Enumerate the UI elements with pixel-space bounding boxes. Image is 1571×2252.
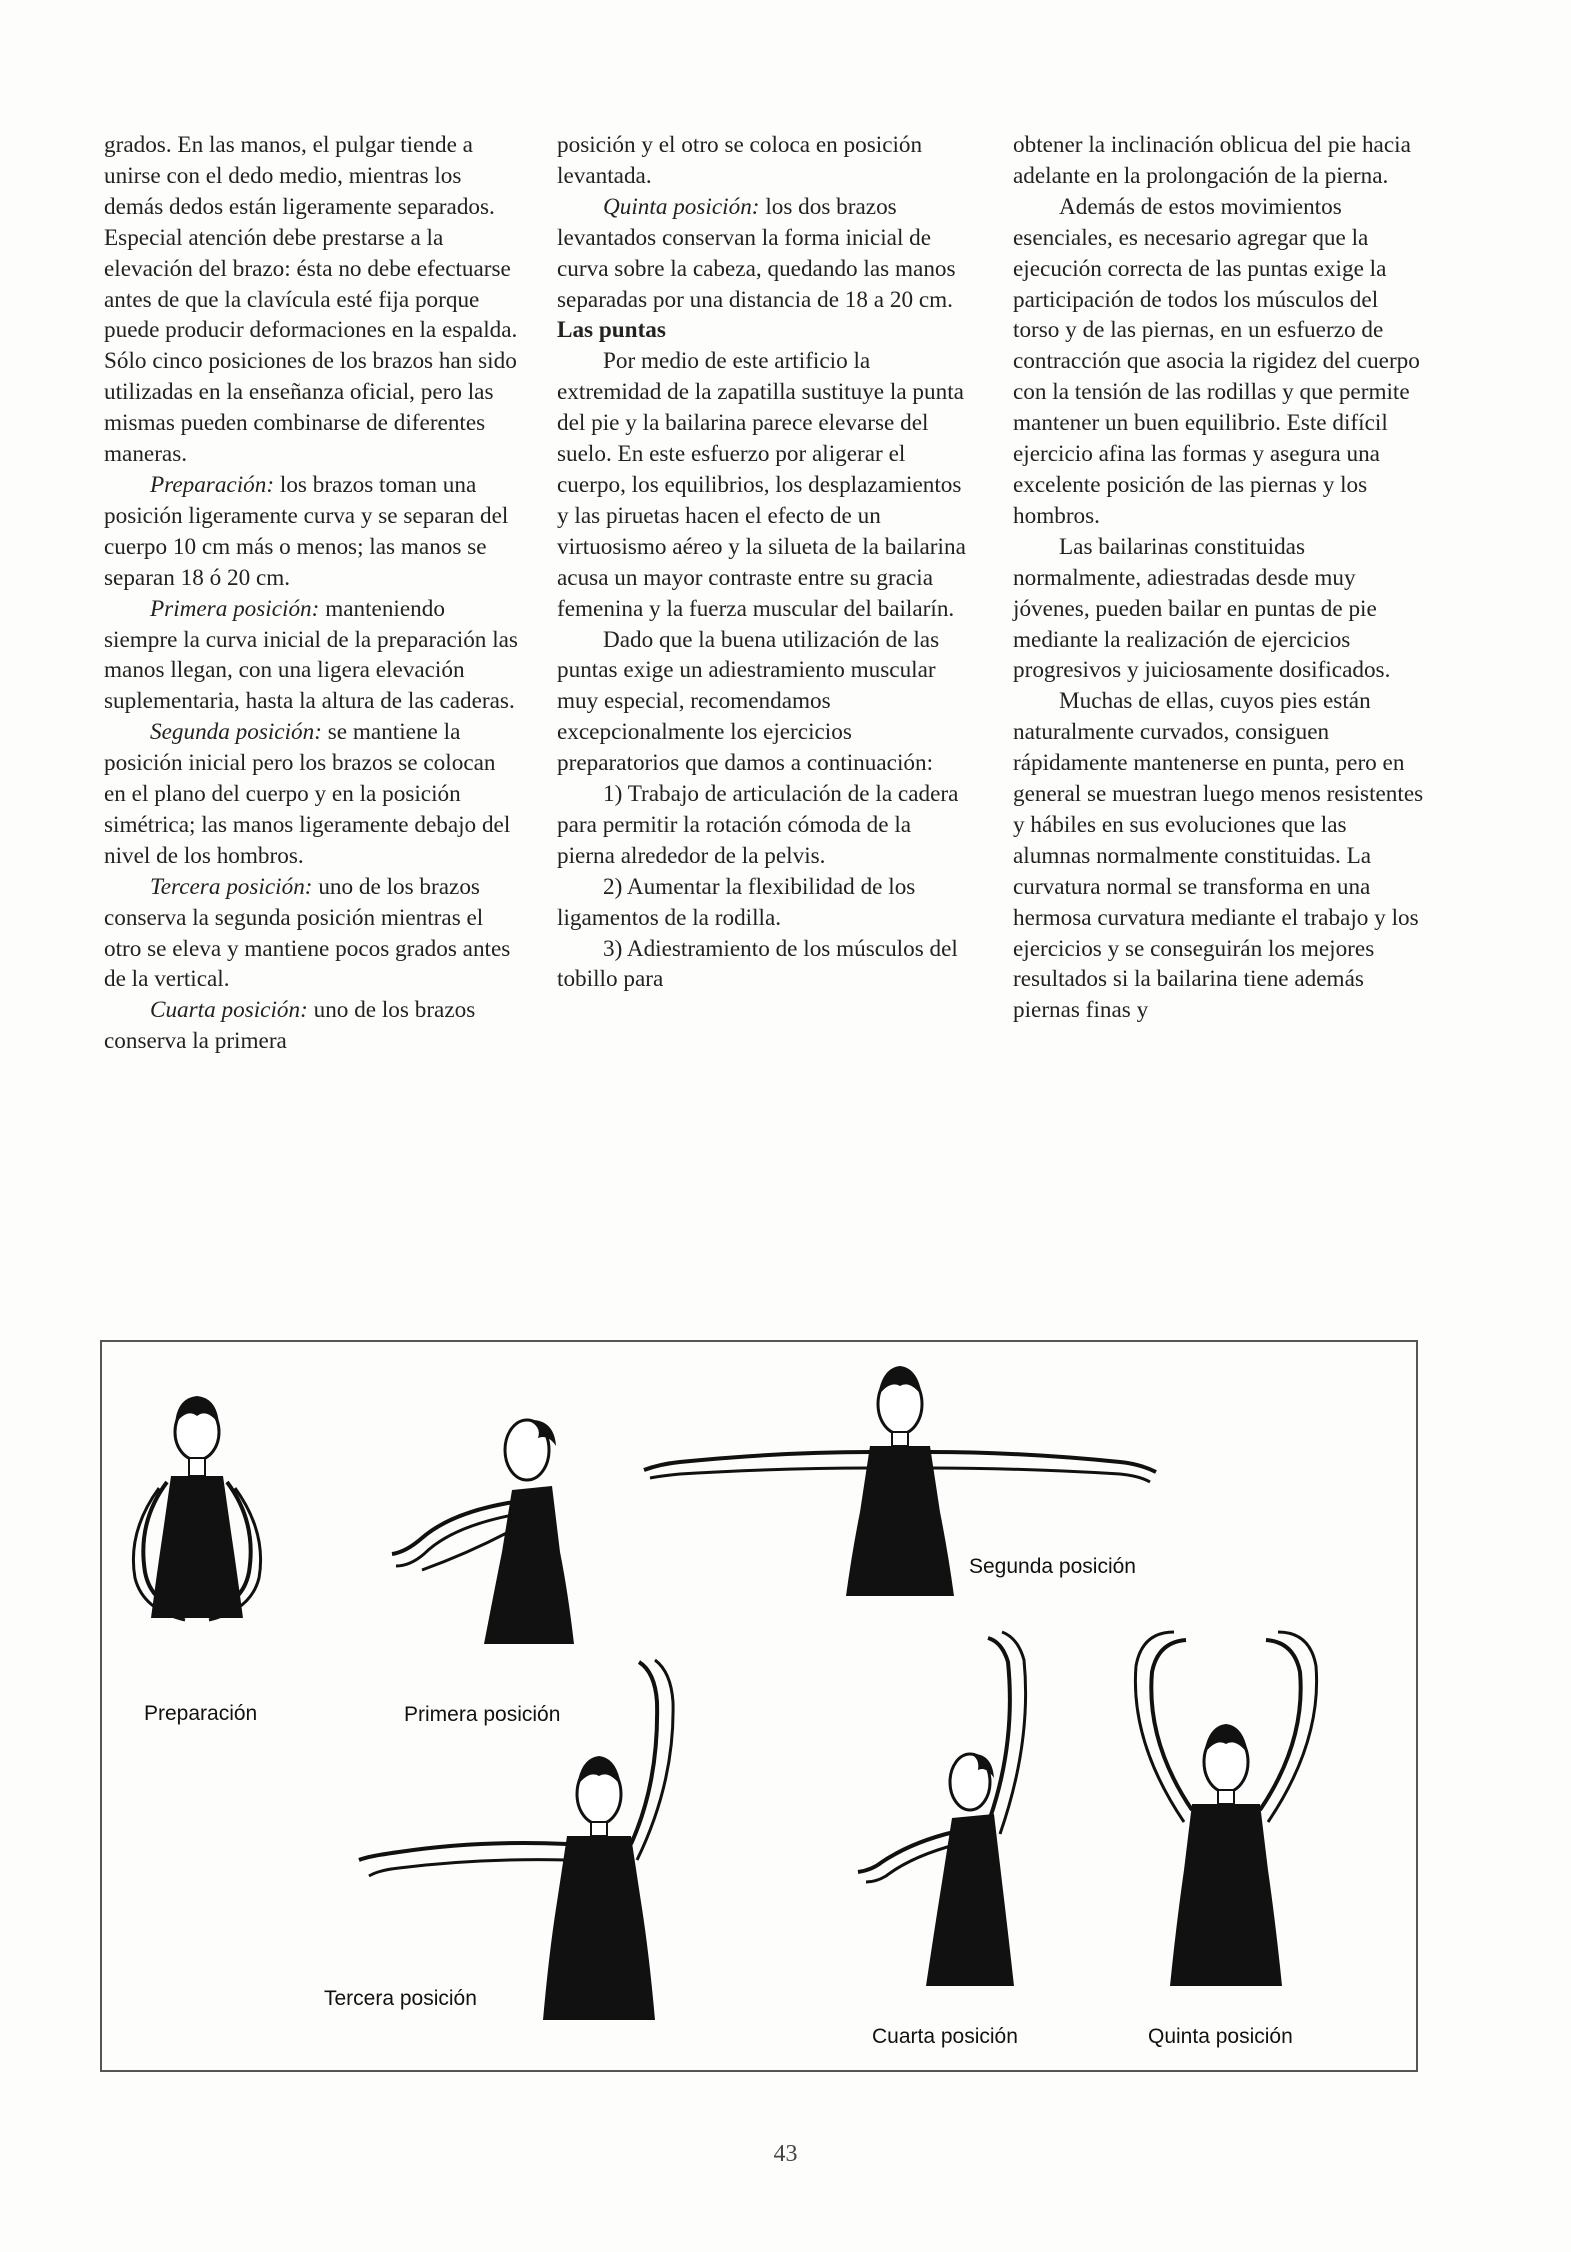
page-number: 43 xyxy=(773,2141,798,2167)
paragraph-preparacion xyxy=(104,470,519,594)
paragraph: grados. En las manos, el pulgar tiende a unirse con el dedo medio, mientras los demás dedos están ligeramente separados. Especial atención debe prestarse a la elevación del brazo: ésta no debe efectuarse antes de que la clavícula esté fija porque puede producir deformaciones en la espalda. Sólo cinco posiciones de los brazos han sido utilizadas en la enseñanza oficial, pero las mismas pueden combinarse de diferentes maneras. xyxy=(104,132,518,468)
term-label: Preparación: xyxy=(150,471,275,498)
dancer-cuarta xyxy=(858,1632,1026,1986)
list-item: 3) Adiestramiento de los músculos del tobillo para xyxy=(557,935,958,993)
caption-tercera: Tercera posición xyxy=(324,1987,477,2010)
term-label: Primera posición: xyxy=(150,595,320,622)
paragraph-text: se mantiene la posición inicial pero los brazos se colocan en el plano del cuerpo y en la posición simétrica; las manos ligeramente debajo del nivel de los hombros. xyxy=(104,719,511,869)
paragraph: Dado que la buena utilización de las puntas exige un adiestramiento muscular muy especial, recomendamos excepcionalmente los ejercicios preparatorios que damos a continuación: xyxy=(557,626,940,777)
caption-quinta: Quinta posición xyxy=(1148,2025,1293,2048)
paragraph: obtener la inclinación oblicua del pie hacia adelante en la prolongación de la pierna. xyxy=(1013,132,1411,189)
paragraph: Muchas de ellas, cuyos pies están naturalmente curvados, consiguen rápidamente mantenerse en punta, pero en general se muestran luego menos resistentes y hábiles en sus evoluciones que las alumnas normalmente constituidas. La curvatura normal se transforma en una hermosa curvatura mediante el trabajo y los ejercicios y se conseguirán los mejores resultados si la bailarina tiene además piernas finas y xyxy=(1013,688,1424,1024)
caption-segunda: Segunda posición xyxy=(969,1555,1136,1578)
term-label: Quinta posición: xyxy=(603,193,760,220)
caption-primera: Primera posición xyxy=(404,1703,561,1726)
text-column-2 xyxy=(557,130,972,995)
paragraph: Además de estos movimientos esenciales, es necesario agregar que la ejecución correcta de las puntas exige la participación de todos los músculos del torso y de las piernas, en un esfuerzo de contracción que asocia la rigidez del cuerpo con la tensión de las rodillas y que permite mantener un buen equilibrio. Este difícil ejercicio afina las formas y asegura una excelente posición de las piernas y los hombros. xyxy=(1013,193,1420,529)
paragraph: Las bailarinas constituidas normalmente, adiestradas desde muy jóvenes, pueden bailar en puntas de pie mediante la realización de ejercicios progresivos y juiciosamente dosificados. xyxy=(1013,533,1391,684)
term-label: Tercera posición: xyxy=(150,873,313,900)
paragraph: Por medio de este artificio la extremidad de la zapatilla sustituye la punta del pie y la bailarina parece elevarse del suelo. En este esfuerzo por aligerar el cuerpo, los equilibrios, los desplazamientos y las piruetas hacen el efecto de un virtuosismo aéreo y la silueta de la bailarina acusa un mayor contraste entre su gracia femenina y la fuerza muscular del bailarín. xyxy=(557,348,966,622)
caption-cuarta: Cuarta posición xyxy=(872,2025,1018,2048)
paragraph-text: manteniendo siempre la curva inicial de la preparación las manos llegan, con una ligera elevación suplementaria, hasta la altura de las caderas. xyxy=(104,595,518,715)
paragraph: posición y el otro se coloca en posición levantada. xyxy=(557,132,923,189)
paragraph-cuarta xyxy=(104,995,519,1057)
paragraph-quinta xyxy=(557,192,972,316)
dancer-primera xyxy=(392,1420,574,1644)
paragraph-text: uno de los brazos conserva la primera xyxy=(104,997,476,1055)
paragraph-primera xyxy=(104,594,519,718)
term-label: Segunda posición: xyxy=(150,719,322,746)
caption-preparacion: Preparación xyxy=(144,1702,258,1725)
list-item: 1) Trabajo de articulación de la cadera para permitir la rotación cómoda de la pierna alrededor de la pelvis. xyxy=(557,781,959,869)
paragraph-segunda xyxy=(104,717,519,872)
paragraph-text: uno de los brazos conserva la segunda posición mientras el otro se eleva y mantiene pocos grados antes de la vertical. xyxy=(104,873,511,993)
paragraph-tercera xyxy=(104,872,519,996)
paragraph-text: los dos brazos levantados conservan la forma inicial de curva sobre la cabeza, quedando las manos separadas por una distancia de 18 a 20 cm. xyxy=(557,193,956,313)
text-column-3 xyxy=(1013,130,1428,1026)
dancer-illustrations xyxy=(102,1342,1420,2074)
list-item: 2) Aumentar la flexibilidad de los ligamentos de la rodilla. xyxy=(557,873,916,931)
paragraph-text: los brazos toman una posición ligeramente curva y se separan del cuerpo 10 cm más o menos; las manos se separan 18 ó 20 cm. xyxy=(104,471,509,591)
dancer-preparacion xyxy=(133,1396,260,1620)
text-column-1 xyxy=(104,130,519,1057)
term-label: Cuarta posición: xyxy=(150,997,308,1024)
section-heading: Las puntas xyxy=(557,317,666,344)
dancer-quinta xyxy=(1135,1632,1316,1986)
arm-positions-figure xyxy=(100,1340,1418,2072)
